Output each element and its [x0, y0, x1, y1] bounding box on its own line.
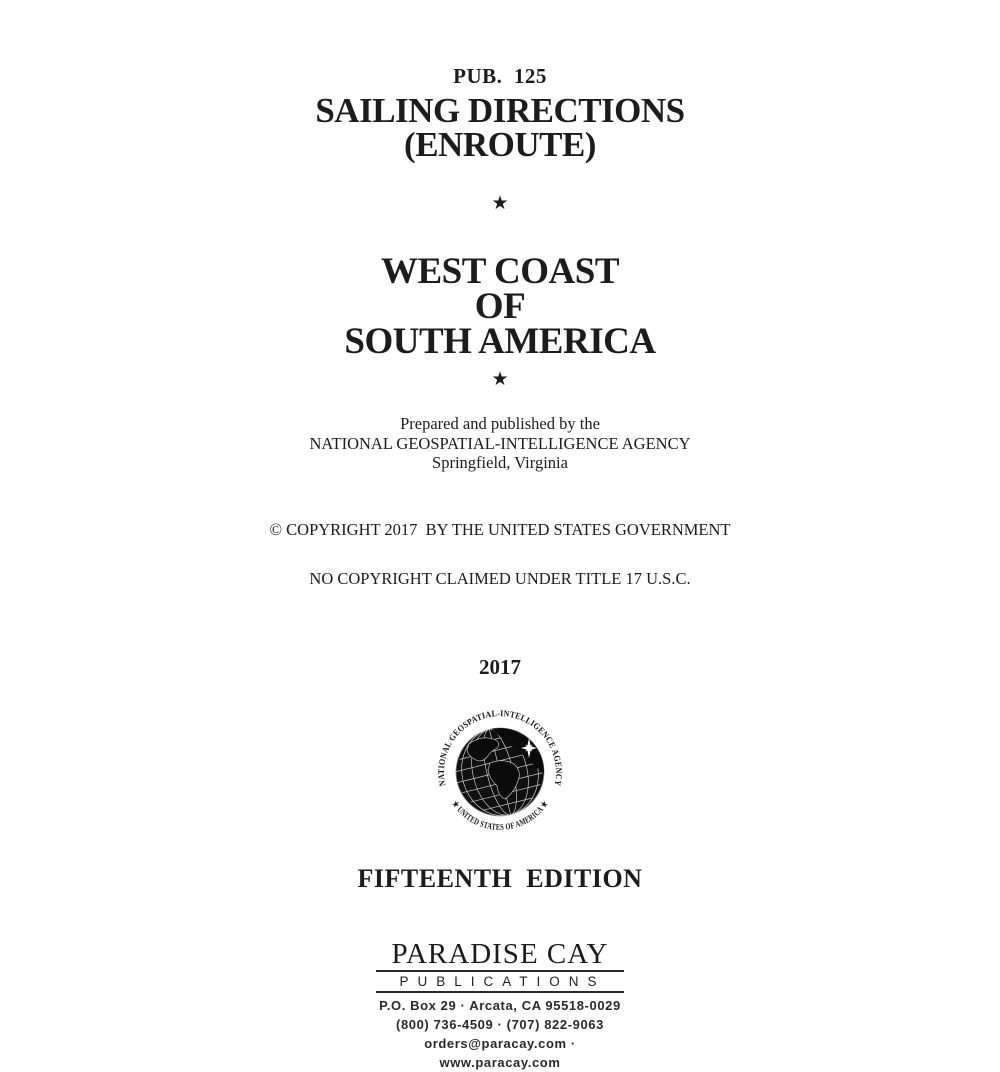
publisher-contact-block [376, 996, 624, 1072]
pub-number: PUB. 125 [453, 64, 547, 88]
publisher-email-web: orders@paracay.com · www.paracay.com [424, 1035, 576, 1070]
nga-seal [0, 706, 1000, 836]
imprint-agency-name: NATIONAL GEOSPATIAL-INTELLIGENCE AGENCY [309, 433, 691, 453]
seal-top-text: NATIONAL GEOSPATIAL-INTELLIGENCE AGENCY [435, 707, 565, 788]
document-title-line1: SAILING DIRECTIONS [315, 91, 685, 130]
copyright-block [0, 489, 1000, 621]
publisher-phones: (800) 736-4509 · (707) 822-9063 [396, 1016, 604, 1032]
region-title-line3: SOUTH AMERICA [344, 321, 656, 362]
nga-seal-graphic [435, 706, 565, 836]
publisher-rule-bottom [376, 991, 624, 993]
star-separator-bottom-icon: ★ [491, 369, 509, 390]
publisher-logo [376, 937, 624, 1072]
imprint-block [0, 414, 1000, 473]
publisher-address: P.O. Box 29 · Arcata, CA 95518-0029 [379, 997, 621, 1013]
document-title [0, 91, 1000, 164]
seal-bottom-text: ★ UNITED STATES OF AMERICA ★ [450, 796, 552, 832]
publisher-name: PARADISE CAY [391, 937, 609, 970]
region-title-line1: WEST COAST [381, 251, 619, 292]
region-title-line2: OF [474, 286, 526, 327]
document-title-line2: (ENROUTE) [404, 125, 596, 164]
region-title [0, 251, 1000, 362]
copyright-line2: NO COPYRIGHT CLAIMED UNDER TITLE 17 U.S.C. [309, 569, 691, 588]
imprint-agency-location: Springfield, Virginia [432, 453, 568, 472]
imprint-prepared-by: Prepared and published by the [400, 414, 600, 433]
copyright-line1: © COPYRIGHT 2017 BY THE UNITED STATES GOVERNMENT [269, 519, 731, 539]
publication-year: 2017 [479, 654, 521, 679]
publisher-rule-top [376, 970, 624, 972]
edition-label: FIFTEENTH EDITION [357, 863, 643, 893]
publisher-subtitle: PUBLICATIONS [399, 973, 606, 989]
star-separator-top-icon: ★ [491, 193, 509, 214]
